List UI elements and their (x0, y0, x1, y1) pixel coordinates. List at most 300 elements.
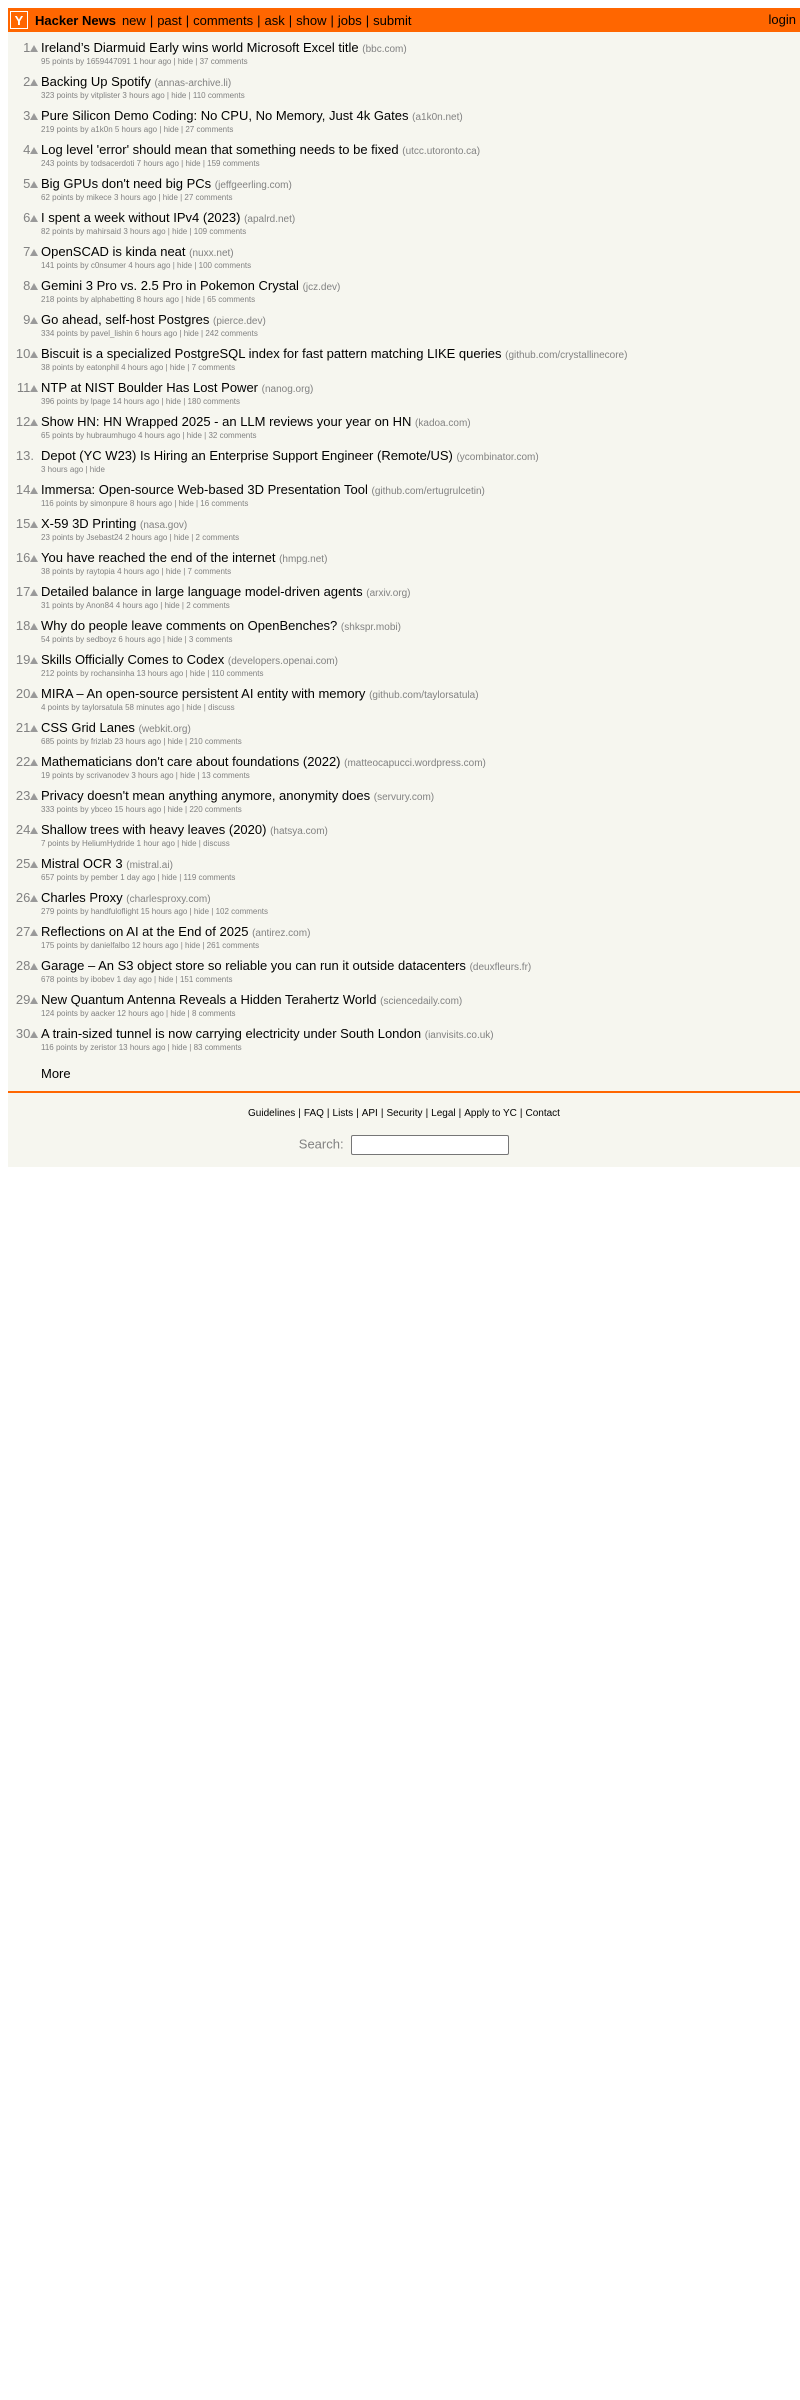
story-site-link[interactable]: (servury.com) (373, 792, 435, 803)
story-comments-link[interactable]: 100 comments (198, 261, 252, 270)
subtext-separator: | (155, 873, 162, 882)
story-hide-link[interactable]: hide (170, 1009, 186, 1018)
footer-link-guidelines[interactable]: Guidelines (248, 1108, 296, 1119)
story-age-link[interactable]: 2 hours ago (125, 533, 168, 542)
story-comments-link[interactable]: 13 comments (201, 771, 250, 780)
story-age-link[interactable]: 1 day ago (116, 975, 152, 984)
story-age-link[interactable]: 1 hour ago (136, 839, 175, 848)
subtext-separator: | (174, 839, 182, 848)
subtext-separator: | (159, 567, 166, 576)
story-hide-link[interactable]: hide (158, 975, 174, 984)
story-age-link[interactable]: 8 hours ago (136, 295, 179, 304)
story-age-link[interactable]: 3 hours ago (131, 771, 174, 780)
footer-link-faq[interactable]: FAQ (303, 1108, 324, 1119)
story-comments-link[interactable]: 3 comments (188, 635, 233, 644)
story-hide-link[interactable]: hide (171, 91, 187, 100)
subtext-separator: | (156, 193, 163, 202)
story-title-link[interactable]: Depot (YC W23) Is Hiring an Enterprise Support Engineer (Remote/US) (41, 448, 453, 463)
story-comments-link[interactable]: 16 comments (200, 499, 249, 508)
nav-link-show[interactable]: show (296, 12, 327, 28)
story-user-link[interactable]: Anon84 (85, 601, 114, 610)
story-subtext (41, 125, 233, 135)
story-points: 678 points (41, 975, 78, 984)
story-user-link[interactable]: todsacerdoti (90, 159, 135, 168)
story-points: 141 points (41, 261, 78, 270)
story-title-link[interactable]: X-59 3D Printing (41, 516, 137, 531)
story-comments-link[interactable]: 261 comments (206, 941, 260, 950)
story-site-link[interactable]: (nuxx.net) (189, 248, 234, 259)
story-age-link[interactable]: 13 hours ago (136, 669, 184, 678)
story-user-link[interactable]: mahirsaid (86, 227, 122, 236)
story-site-link[interactable]: (jeffgeerling.com) (214, 180, 292, 191)
story-points: 218 points (41, 295, 78, 304)
story-age-link[interactable]: 3 hours ago (123, 227, 166, 236)
story-site-link[interactable]: (github.com/ertugrulcetin) (371, 486, 485, 497)
story-row (8, 74, 800, 108)
story-rank: 29. (15, 992, 34, 1007)
upvote-arrow-icon[interactable] (30, 79, 38, 86)
story-age-link[interactable]: 12 hours ago (131, 941, 179, 950)
nav-link-jobs[interactable]: jobs (337, 12, 362, 28)
story-user-link[interactable]: danielfalbo (90, 941, 130, 950)
story-title-link[interactable]: You have reached the end of the internet (41, 550, 276, 565)
nav-link-new[interactable]: new (121, 12, 146, 28)
story-user-link[interactable]: raytopia (86, 567, 115, 576)
story-site-link[interactable]: (developers.openai.com) (227, 656, 338, 667)
story-list (8, 32, 800, 1060)
subtext-separator: | (157, 125, 164, 134)
upvote-arrow-icon[interactable] (30, 963, 38, 970)
story-comments-link[interactable]: 102 comments (215, 907, 269, 916)
story-title-line (41, 890, 211, 908)
story-title-link[interactable]: Show HN: HN Wrapped 2025 - an LLM reviews your year on HN (41, 414, 412, 429)
story-user-link[interactable]: rochansinha (90, 669, 135, 678)
story-hide-link[interactable]: hide (178, 499, 194, 508)
upvote-arrow-icon[interactable] (30, 419, 38, 426)
story-title-link[interactable]: Biscuit is a specialized PostgreSQL index for fast pattern matching LIKE queries (41, 346, 502, 361)
story-title-line (41, 856, 173, 874)
story-comments-link[interactable]: 7 comments (191, 363, 236, 372)
story-comments-link[interactable]: 32 comments (208, 431, 257, 440)
nav-link-submit[interactable]: submit (373, 12, 412, 28)
story-title-line (41, 448, 539, 466)
story-site-link[interactable]: (hatsya.com) (270, 826, 328, 837)
story-rank: 22. (15, 754, 34, 769)
story-user-link[interactable]: handfuloflight (90, 907, 139, 916)
story-user-link[interactable]: sedboyz (86, 635, 117, 644)
story-by-label: by (80, 91, 89, 100)
story-row (8, 924, 800, 958)
subtext-separator: | (201, 431, 209, 440)
story-site-link[interactable]: (mistral.ai) (126, 860, 173, 871)
story-title-link[interactable]: A train-sized tunnel is now carrying electricity under South London (41, 1026, 422, 1041)
story-title-line (41, 210, 295, 228)
story-hide-link[interactable]: hide (161, 873, 177, 882)
footer-link-legal[interactable]: Legal (431, 1108, 456, 1119)
nav-link-comments[interactable]: comments (193, 12, 254, 28)
story-title-line (41, 584, 411, 602)
story-hide-link[interactable]: hide (173, 533, 190, 542)
story-hide-link[interactable]: hide (185, 295, 201, 304)
story-title-link[interactable]: Shallow trees with heavy leaves (2020) (41, 822, 267, 837)
story-hide-link[interactable]: hide (183, 329, 199, 338)
story-age-link[interactable]: 4 hours ago (128, 261, 171, 270)
story-age-link[interactable]: 1 day ago (120, 873, 156, 882)
story-comments-link[interactable]: 2 comments (186, 601, 230, 610)
story-comments-link[interactable]: discuss (203, 839, 230, 848)
upvote-arrow-icon[interactable] (30, 113, 38, 120)
story-row (8, 210, 800, 244)
story-comments-link[interactable]: 220 comments (189, 805, 242, 814)
story-hide-link[interactable]: hide (193, 907, 210, 916)
story-user-link[interactable]: mikece (86, 193, 112, 202)
story-hide-link[interactable]: hide (180, 771, 196, 780)
upvote-arrow-icon[interactable] (30, 793, 38, 800)
story-user-link[interactable]: a1k0n (90, 125, 113, 134)
subtext-separator: | (163, 363, 170, 372)
story-subtext (41, 431, 256, 441)
story-title-link[interactable]: Backing Up Spotify (41, 74, 151, 89)
story-comments-link[interactable]: 27 comments (184, 193, 233, 202)
story-hide-link[interactable]: hide (163, 125, 179, 134)
subtext-separator: | (209, 907, 216, 916)
story-title-link[interactable]: Detailed balance in large language model-driven agents (41, 584, 363, 599)
subtext-separator: | (160, 635, 168, 644)
upvote-arrow-icon[interactable] (30, 827, 38, 834)
story-site-link[interactable]: (kadoa.com) (415, 418, 471, 429)
story-title-link[interactable]: Mistral OCR 3 (41, 856, 123, 871)
story-title-link[interactable]: Reflections on AI at the End of 2025 (41, 924, 249, 939)
story-comments-link[interactable]: 2 comments (195, 533, 240, 542)
story-age-link[interactable]: 12 hours ago (117, 1009, 164, 1018)
story-comments-link[interactable]: 7 comments (187, 567, 232, 576)
subtext-separator: | (163, 1009, 171, 1018)
story-title-link[interactable]: Ireland’s Diarmuid Early wins world Microsoft Excel title (41, 40, 359, 55)
upvote-arrow-icon[interactable] (30, 147, 38, 154)
story-title-link[interactable]: MIRA – An open-source persistent AI entity with memory (41, 686, 366, 701)
more-link[interactable]: More (41, 1066, 71, 1081)
story-rank: 27. (15, 924, 34, 939)
story-by-label: by (80, 941, 89, 950)
story-subtext (41, 907, 268, 917)
story-by-label: by (80, 125, 89, 134)
story-site-link[interactable]: (antirez.com) (252, 928, 311, 939)
story-points: 175 points (41, 941, 78, 950)
footer-link-contact[interactable]: Contact (525, 1108, 560, 1119)
story-site-link[interactable]: (hmpg.net) (279, 554, 328, 565)
upvote-arrow-icon[interactable] (30, 589, 38, 596)
story-hide-link[interactable]: hide (165, 397, 182, 406)
footer-link-api[interactable]: API (361, 1108, 378, 1119)
story-user-link[interactable]: pember (90, 873, 118, 882)
story-hide-link[interactable]: hide (89, 465, 105, 474)
story-site-link[interactable]: (webkit.org) (138, 724, 191, 735)
site-name-link[interactable]: Hacker News (35, 12, 116, 28)
story-title-link[interactable]: Skills Officially Comes to Codex (41, 652, 225, 667)
story-title-link[interactable]: Pure Silicon Demo Coding: No CPU, No Memory, Just 4k Gates (41, 108, 409, 123)
subtext-separator: | (181, 567, 188, 576)
upvote-arrow-icon[interactable] (30, 861, 38, 868)
story-site-link[interactable]: (pierce.dev) (213, 316, 266, 327)
story-user-link[interactable]: ybceo (90, 805, 113, 814)
footer-link-security[interactable]: Security (386, 1108, 423, 1119)
story-rank: 2. (23, 74, 34, 89)
story-site-link[interactable]: (a1k0n.net) (412, 112, 463, 123)
story-title-link[interactable]: I spent a week without IPv4 (2023) (41, 210, 241, 225)
footer-separator: | (380, 1108, 384, 1119)
story-row (8, 652, 800, 686)
footer-link-lists[interactable]: Lists (332, 1108, 354, 1119)
story-user-link[interactable]: ibobev (90, 975, 115, 984)
subtext-separator: | (196, 839, 204, 848)
story-age-link[interactable]: 58 minutes ago (125, 703, 180, 712)
story-title-link[interactable]: Mathematicians don't care about foundations (2022) (41, 754, 341, 769)
upvote-arrow-icon[interactable] (30, 487, 38, 494)
story-user-link[interactable]: c0nsumer (90, 261, 126, 270)
story-age-link[interactable]: 23 hours ago (114, 737, 162, 746)
subtext-separator: | (165, 1043, 172, 1052)
story-title-link[interactable]: Charles Proxy (41, 890, 123, 905)
story-title-link[interactable]: Log level 'error' should mean that something needs to be fixed (41, 142, 399, 157)
story-age-link[interactable]: 3 hours ago (41, 465, 84, 474)
story-comments-link[interactable]: 27 comments (185, 125, 234, 134)
story-user-link[interactable]: alphabetting (90, 295, 135, 304)
subtext-separator: | (187, 1043, 194, 1052)
story-comments-link[interactable]: 119 comments (183, 873, 236, 882)
upvote-arrow-icon[interactable] (30, 657, 38, 664)
story-comments-link[interactable]: 110 comments (192, 91, 245, 100)
story-age-link[interactable]: 6 hours ago (118, 635, 161, 644)
story-hide-link[interactable]: hide (186, 431, 202, 440)
subtext-separator: | (198, 329, 206, 338)
story-comments-link[interactable]: 8 comments (191, 1009, 236, 1018)
story-title-line (41, 1026, 494, 1044)
story-user-link[interactable]: scrivanodev (86, 771, 130, 780)
story-age-link[interactable]: 4 hours ago (138, 431, 181, 440)
story-age-link[interactable]: 4 hours ago (115, 601, 159, 610)
story-rank: 10. (15, 346, 34, 361)
upvote-arrow-icon[interactable] (30, 351, 38, 358)
story-age-link[interactable]: 6 hours ago (134, 329, 178, 338)
y-logo-icon[interactable] (10, 11, 28, 29)
subtext-separator: | (186, 91, 193, 100)
story-comments-link[interactable]: 210 comments (189, 737, 242, 746)
story-user-link[interactable]: hubraumhugo (86, 431, 136, 440)
story-rank: 25. (15, 856, 34, 871)
story-site-link[interactable]: (nanog.org) (261, 384, 314, 395)
upvote-arrow-icon[interactable] (30, 317, 38, 324)
story-title-link[interactable]: Privacy doesn't mean anything anymore, anonymity does (41, 788, 371, 803)
subtext-separator: | (83, 465, 90, 474)
story-age-link[interactable]: 7 hours ago (136, 159, 179, 168)
story-hide-link[interactable]: hide (167, 805, 183, 814)
story-subtext (41, 533, 239, 543)
story-subtext (41, 601, 230, 611)
story-hide-link[interactable]: hide (189, 669, 206, 678)
story-hide-link[interactable]: hide (186, 703, 202, 712)
search-input[interactable] (351, 1135, 509, 1155)
story-site-link[interactable]: (github.com/taylorsatula) (369, 690, 479, 701)
story-points: 95 points (41, 57, 74, 66)
story-site-link[interactable]: (shkspr.mobi) (340, 622, 401, 633)
story-by-label: by (75, 363, 85, 372)
story-user-link[interactable]: aacker (90, 1009, 115, 1018)
story-title-link[interactable]: Why do people leave comments on OpenBenches? (41, 618, 338, 633)
story-hide-link[interactable]: hide (167, 635, 183, 644)
story-age-link[interactable]: 13 hours ago (118, 1043, 166, 1052)
story-hide-link[interactable]: hide (181, 839, 197, 848)
story-rank: 30. (15, 1026, 34, 1041)
story-user-link[interactable]: HeliumHydride (81, 839, 135, 848)
story-by-label: by (80, 873, 89, 882)
story-title-link[interactable]: Gemini 3 Pro vs. 2.5 Pro in Pokemon Crystal (41, 278, 299, 293)
upvote-arrow-icon[interactable] (30, 759, 38, 766)
story-comments-link[interactable]: 109 comments (193, 227, 247, 236)
story-title-link[interactable]: Garage – An S3 object store so reliable you can run it outside datacenters (41, 958, 466, 973)
subtext-separator: | (173, 771, 181, 780)
footer-link-apply-to-yc[interactable]: Apply to YC (464, 1108, 517, 1119)
story-hide-link[interactable]: hide (171, 1043, 188, 1052)
story-comments-link[interactable]: 242 comments (205, 329, 258, 338)
story-site-link[interactable]: (deuxfleurs.fr) (469, 962, 532, 973)
story-comments-link[interactable]: 37 comments (199, 57, 248, 66)
story-title-link[interactable]: CSS Grid Lanes (41, 720, 135, 735)
upvote-arrow-icon[interactable] (30, 385, 38, 392)
story-subtext (41, 771, 250, 781)
story-site-link[interactable]: (bbc.com) (362, 44, 407, 55)
story-title-link[interactable]: Immersa: Open-source Web-based 3D Presentation Tool (41, 482, 368, 497)
login-link[interactable]: login (768, 12, 796, 27)
story-age-link[interactable]: 8 hours ago (129, 499, 173, 508)
story-title-link[interactable]: OpenSCAD is kinda neat (41, 244, 186, 259)
story-hide-link[interactable]: hide (167, 737, 183, 746)
story-user-link[interactable]: zeristor (90, 1043, 117, 1052)
story-site-link[interactable]: (annas-archive.li) (154, 78, 232, 89)
story-age-link[interactable]: 15 hours ago (114, 805, 162, 814)
story-title-link[interactable]: NTP at NIST Boulder Has Lost Power (41, 380, 259, 395)
story-age-link[interactable]: 14 hours ago (112, 397, 160, 406)
nav-link-ask[interactable]: ask (264, 12, 285, 28)
story-hide-link[interactable]: hide (177, 261, 193, 270)
story-site-link[interactable]: (arxiv.org) (366, 588, 411, 599)
story-comments-link[interactable]: 83 comments (193, 1043, 242, 1052)
main-table (8, 8, 800, 1167)
story-subtext (41, 295, 255, 305)
story-user-link[interactable]: 1659447091 (86, 57, 131, 66)
story-age-link[interactable]: 1 hour ago (133, 57, 172, 66)
story-subtext (41, 465, 105, 475)
story-hide-link[interactable]: hide (185, 941, 201, 950)
upvote-arrow-icon[interactable] (30, 181, 38, 188)
story-hide-link[interactable]: hide (164, 601, 180, 610)
upvote-arrow-icon[interactable] (30, 283, 38, 290)
upvote-arrow-icon[interactable] (30, 623, 38, 630)
story-comments-link[interactable]: 159 comments (207, 159, 260, 168)
upvote-arrow-icon[interactable] (30, 929, 38, 936)
story-hide-link[interactable]: hide (162, 193, 178, 202)
story-hide-link[interactable]: hide (185, 159, 201, 168)
story-site-link[interactable]: (ycombinator.com) (456, 452, 539, 463)
story-subtext (41, 363, 235, 373)
story-hide-link[interactable]: hide (165, 567, 182, 576)
story-hide-link[interactable]: hide (177, 57, 194, 66)
story-comments-link[interactable]: 110 comments (211, 669, 264, 678)
story-age-link[interactable]: 5 hours ago (114, 125, 158, 134)
story-comments-link[interactable]: 180 comments (187, 397, 241, 406)
story-age-link[interactable]: 4 hours ago (117, 567, 160, 576)
nav-link-past[interactable]: past (157, 12, 182, 28)
story-hide-link[interactable]: hide (169, 363, 186, 372)
upvote-arrow-icon[interactable] (30, 249, 38, 256)
story-by-label: by (80, 295, 89, 304)
upvote-arrow-icon[interactable] (30, 895, 38, 902)
story-age-link[interactable]: 15 hours ago (140, 907, 188, 916)
story-site-link[interactable]: (nasa.gov) (140, 520, 188, 531)
story-by-label: by (71, 839, 80, 848)
story-site-link[interactable]: (utcc.utoronto.ca) (402, 146, 481, 157)
story-points: 685 points (41, 737, 78, 746)
story-comments-link[interactable]: 65 comments (207, 295, 256, 304)
story-title-line (41, 924, 310, 942)
story-user-link[interactable]: Jsebast24 (86, 533, 123, 542)
story-user-link[interactable]: simonpure (90, 499, 128, 508)
story-hide-link[interactable]: hide (172, 227, 188, 236)
story-site-link[interactable]: (ianvisits.co.uk) (424, 1030, 494, 1041)
story-row (8, 482, 800, 516)
subtext-separator: | (187, 227, 194, 236)
story-site-link[interactable]: (github.com/crystallinecore) (505, 350, 628, 361)
story-site-link[interactable]: (apalrd.net) (244, 214, 296, 225)
upvote-arrow-icon[interactable] (30, 45, 38, 52)
story-rank: 3. (23, 108, 34, 123)
story-user-link[interactable]: taylorsatula (81, 703, 123, 712)
story-row (8, 516, 800, 550)
story-title-link[interactable]: Big GPUs don't need big PCs (41, 176, 212, 191)
upvote-arrow-icon[interactable] (30, 997, 38, 1004)
story-user-link[interactable]: eatonphil (86, 363, 119, 372)
story-title-link[interactable]: New Quantum Antenna Reveals a Hidden Terahertz World (41, 992, 377, 1007)
upvote-arrow-icon[interactable] (30, 215, 38, 222)
story-user-link[interactable]: frizlab (90, 737, 113, 746)
subtext-separator: | (178, 159, 186, 168)
upvote-arrow-icon[interactable] (30, 725, 38, 732)
upvote-arrow-icon[interactable] (30, 1031, 38, 1038)
story-title-link[interactable]: Go ahead, self-host Postgres (41, 312, 210, 327)
story-site-link[interactable]: (matteocapucci.wordpress.com) (344, 758, 486, 769)
subtext-separator: | (167, 533, 174, 542)
upvote-arrow-icon[interactable] (30, 521, 38, 528)
footer-separator: | (326, 1108, 330, 1119)
upvote-arrow-icon[interactable] (30, 555, 38, 562)
story-site-link[interactable]: (jcz.dev) (302, 282, 341, 293)
story-comments-link[interactable]: 151 comments (179, 975, 233, 984)
story-title-line (41, 550, 327, 568)
story-rank: 6. (23, 210, 34, 225)
story-user-link[interactable]: lpage (90, 397, 111, 406)
story-user-link[interactable]: vitplister (90, 91, 121, 100)
story-comments-link[interactable]: discuss (208, 703, 235, 712)
story-by-label: by (80, 159, 89, 168)
story-age-link[interactable]: 3 hours ago (113, 193, 157, 202)
story-age-link[interactable]: 4 hours ago (121, 363, 164, 372)
story-by-label: by (80, 261, 89, 270)
upvote-arrow-icon[interactable] (30, 691, 38, 698)
story-user-link[interactable]: pavel_lishin (90, 329, 133, 338)
story-site-link[interactable]: (sciencedaily.com) (380, 996, 463, 1007)
story-age-link[interactable]: 3 hours ago (122, 91, 165, 100)
story-site-link[interactable]: (charlesproxy.com) (126, 894, 211, 905)
subtext-separator: | (182, 635, 189, 644)
